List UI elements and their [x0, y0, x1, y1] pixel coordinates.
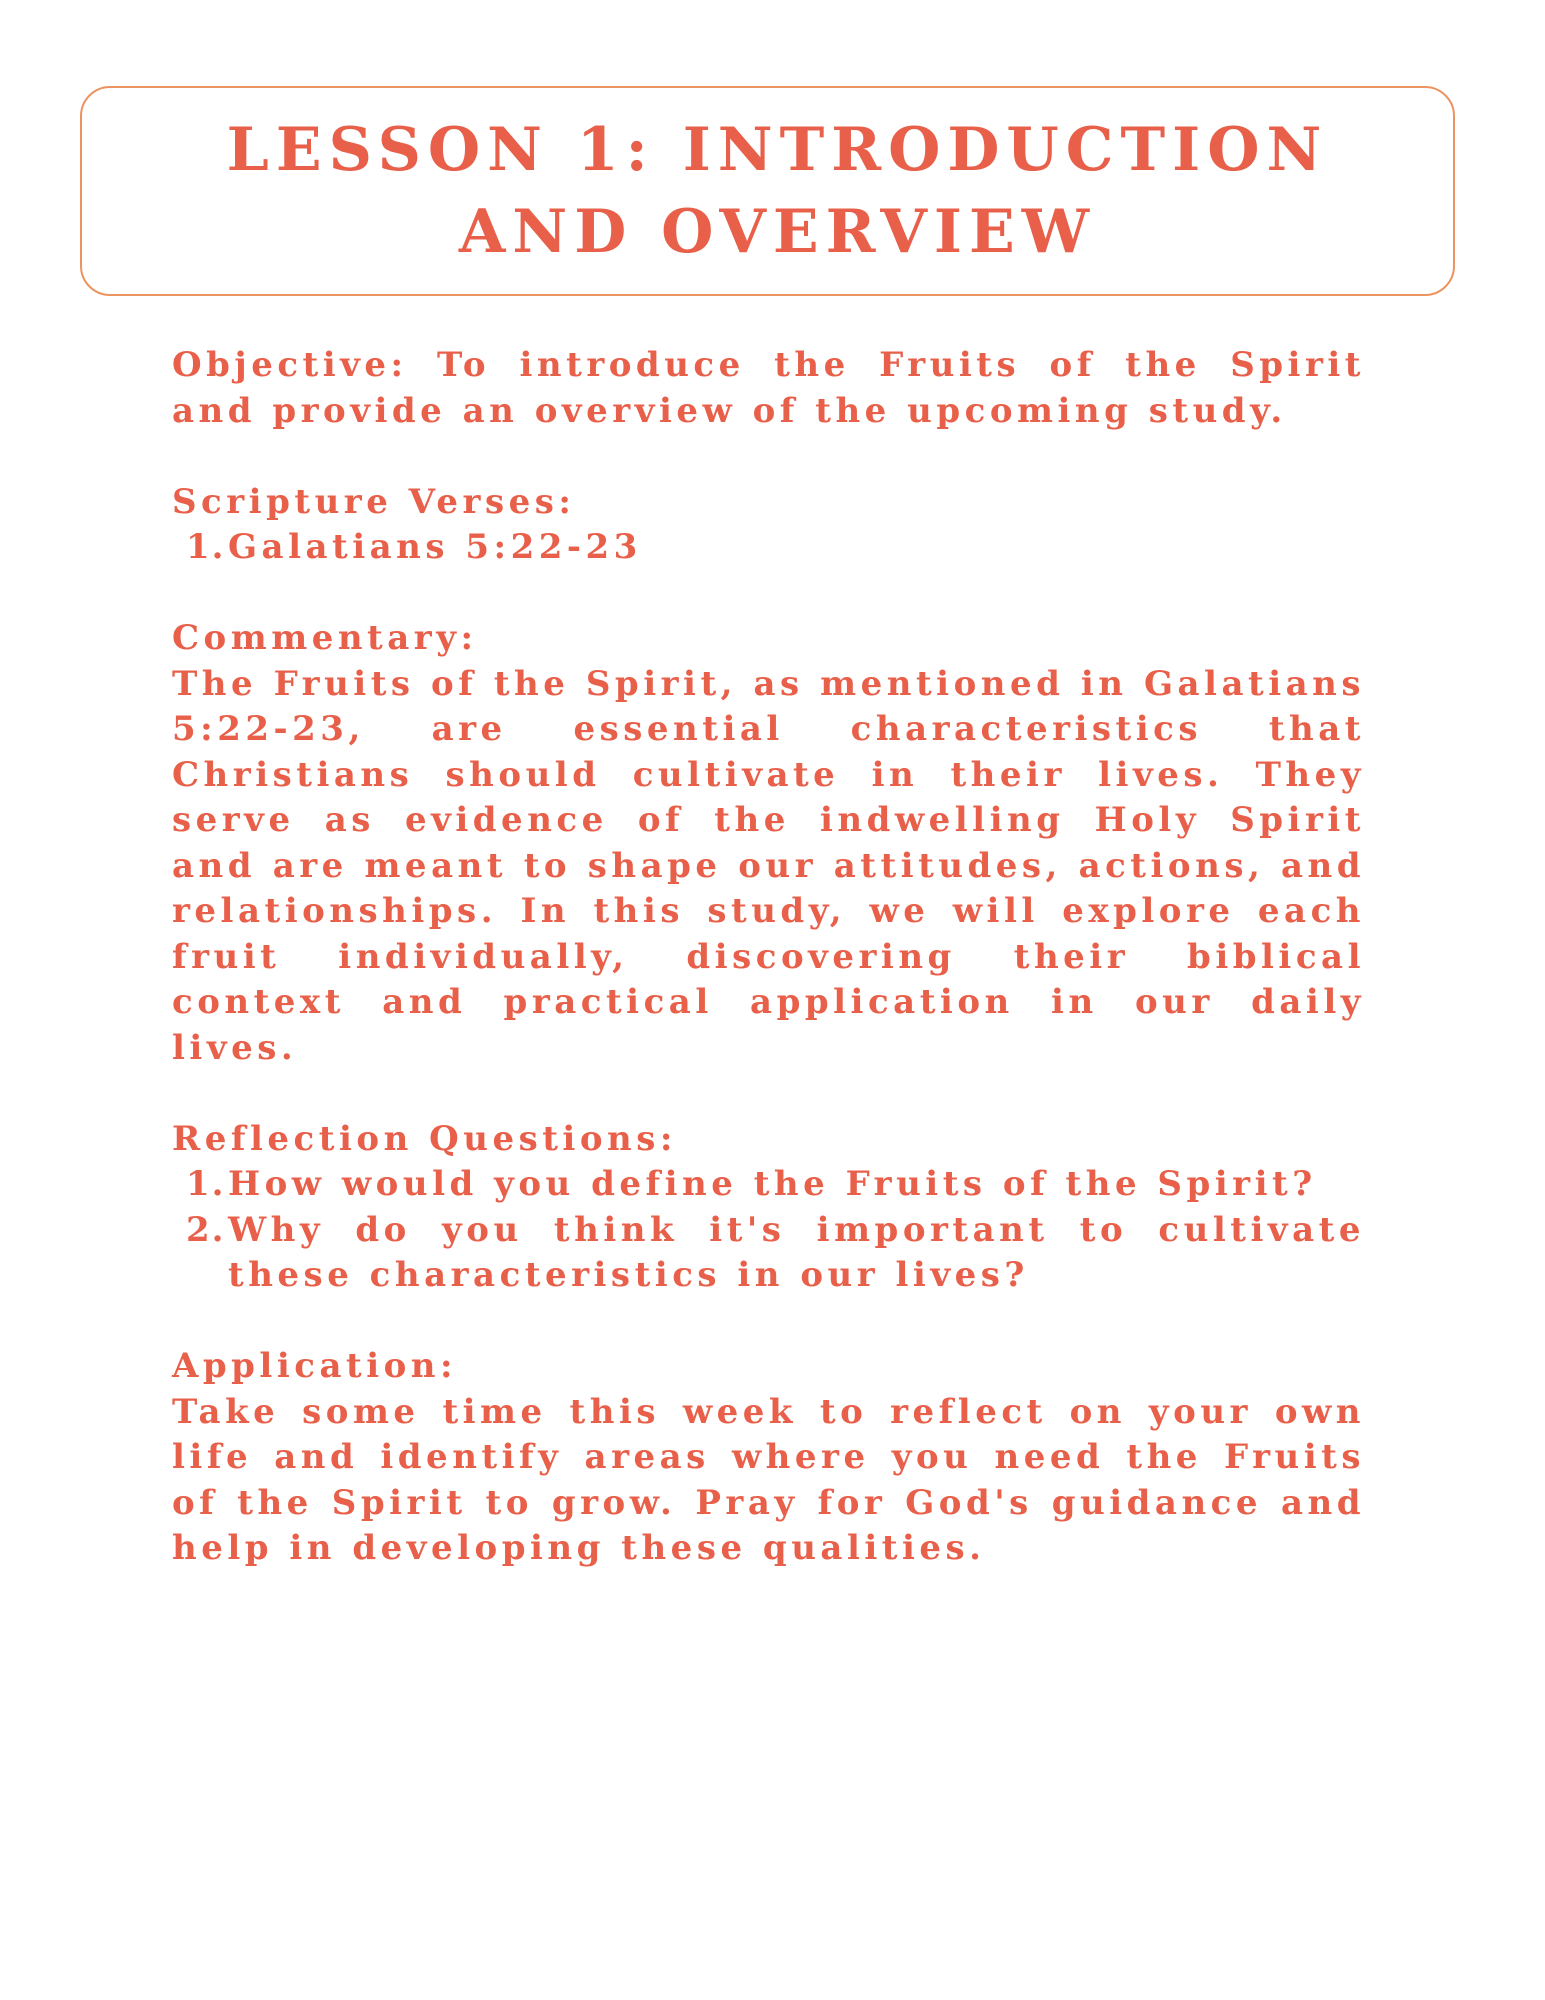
list-number: 2.	[186, 1209, 226, 1250]
page-title-line-2: AND OVERVIEW	[458, 197, 1097, 267]
objective-text: Objective: To introduce the Fruits of the Spirit and provide an overview of the upcoming study.	[172, 345, 1365, 431]
reflection-question: How would you define the Fruits of the Spirit?	[228, 1164, 1317, 1204]
application-text: Take some time this week to reflect on your own life and identify areas where you need the Fruits of the Spirit to grow. Pray for God's guidance and help in developing these qualities.	[172, 1391, 1365, 1568]
list-item	[172, 525, 1365, 571]
application-heading: Application:	[172, 1346, 458, 1386]
spacer	[172, 1071, 1365, 1117]
lesson-content	[172, 343, 1365, 1572]
list-item	[172, 1162, 1365, 1208]
reflection-question: Why do you think it's important to cultivate these characteristics in our lives?	[228, 1209, 1365, 1295]
reflection-heading: Reflection Questions:	[172, 1118, 677, 1159]
commentary-text: The Fruits of the Spirit, as mentioned in Galatians 5:22-23, are essential characteristics that Christians should cultivate in their lives. They serve as evidence of the indwelling Holy Spirit and are meant to shape our attitudes, actions, and relationships. In this study, we will explore each fruit individually, discovering their biblical context and practical application in our daily lives.	[172, 663, 1365, 1068]
spacer	[172, 434, 1365, 480]
page-title	[207, 109, 1329, 273]
spacer	[172, 571, 1365, 617]
commentary-heading: Commentary:	[172, 618, 478, 658]
reflection-list	[172, 1162, 1365, 1299]
list-number: 1.	[186, 527, 226, 567]
list-number: 1.	[186, 1164, 226, 1204]
title-box	[80, 86, 1455, 296]
scripture-heading: Scripture Verses:	[172, 481, 576, 522]
page-title-line-1: LESSON 1: INTRODUCTION	[226, 115, 1329, 185]
scripture-list	[172, 525, 1365, 571]
scripture-reference: Galatians 5:22-23	[228, 527, 642, 567]
spacer	[172, 1299, 1365, 1345]
list-item	[172, 1208, 1365, 1299]
